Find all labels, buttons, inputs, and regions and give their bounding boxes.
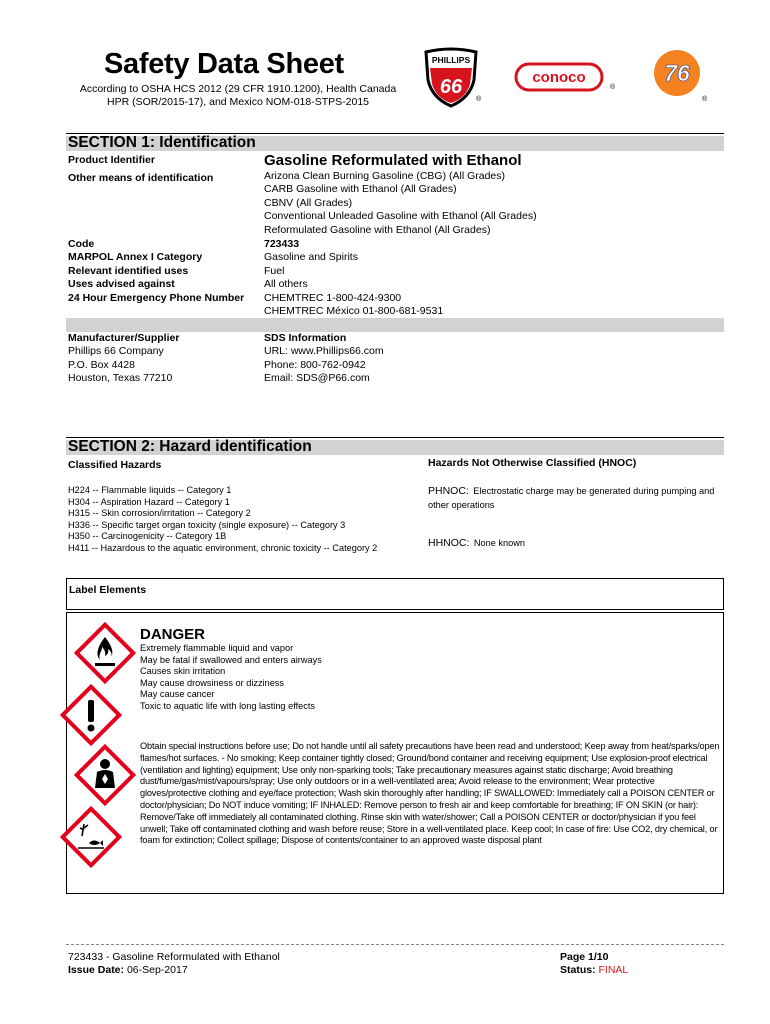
- emergency-phone-label: 24 Hour Emergency Phone Number: [68, 291, 245, 304]
- label-elements-heading: Label Elements: [69, 584, 147, 596]
- other-means-item: Arizona Clean Burning Gasoline (CBG) (All Grades): [264, 170, 506, 182]
- product-identifier-label: Product Identifier: [68, 154, 155, 166]
- manufacturer-label: Manufacturer/Supplier: [68, 332, 180, 344]
- other-means-label: Other means of identification: [68, 172, 214, 184]
- label-elements-header-box: [66, 578, 724, 610]
- registered-mark: ®: [610, 84, 616, 91]
- precautionary-statements: Obtain special instructions before use; Do not handle until all safety precautions have been read and understood; Keep away from heat/sparks/open flames/hot surfaces. - No smoking; Keep container tightly closed; Ground/bond container and receiving equipment; Use explosion-proof electrical (ventilation and lighting) equipment; Use only non-sparking tools; Take precautionary measures against static discharge; Avoid breathing dust/fume/gas/mist/vapours/spray; Use only outdoors or in a well-ventilated area; Avoid release to the environment; Wear protective gloves/protective clothing and eye/face protection; Wash skin thoroughly after handling; IF SWALLOWED: Immediately call a POISON CENTER or doctor/physician; Do NOT induce vomiting; IF INHALED: Remove person to fresh air and keep comfortable for breathing; IF ON SKIN (or hair): Remove/Take off immediately all contaminated clothing. Rinse skin with water/shower; Call a POISON CENTER or doctor/physician if you feel unwell; Take off contaminated clothing and wash before reuse; Store in a well-ventilated place. Keep cool; In case of fire: Use CO2, dry chemical, or foam for extinction; Collect spillage; Dispose of contents/container to an approved waste disposal plant: [140, 741, 720, 846]
- brand76-text: 76: [664, 60, 690, 86]
- phillips66-shield-icon: [420, 46, 482, 108]
- footer-status: [560, 964, 628, 977]
- conoco-logo: [514, 62, 616, 92]
- other-means-item: Conventional Unleaded Gasoline with Ethanol (All Grades): [264, 210, 537, 223]
- footer-doc-line: 723433 - Gasoline Reformulated with Ethanol: [68, 951, 280, 963]
- hazard-statement: Toxic to aquatic life with long lasting effects: [140, 700, 315, 711]
- identification-labels: [68, 238, 244, 305]
- product-identifier-value: Gasoline Reformulated with Ethanol: [264, 152, 522, 169]
- registered-mark: ®: [476, 96, 482, 103]
- health-hazard-pictogram: [74, 744, 136, 806]
- phnoc-label: PHNOC:: [428, 485, 469, 497]
- status-value: FINAL: [598, 964, 629, 976]
- uses-against-value: All others: [264, 278, 308, 291]
- uses-against-label: Uses advised against: [68, 278, 175, 291]
- hazard-class-item: H224 -- Flammable liquids -- Category 1: [68, 485, 232, 495]
- health-hazard-icon: [74, 744, 136, 806]
- marpol-label: MARPOL Annex I Category: [68, 251, 203, 264]
- sds-url[interactable]: URL: www.Phillips66.com: [264, 345, 384, 358]
- manufacturer-line: Phillips 66 Company: [68, 345, 164, 358]
- phnoc-value: Electrostatic charge may be generated during pumping and other operations: [428, 486, 715, 510]
- hazard-statement: May be fatal if swallowed and enters airways: [140, 654, 322, 665]
- brand76-ball-icon: [652, 48, 702, 98]
- hhnoc-label: HHNOC:: [428, 537, 470, 549]
- flame-icon: [74, 622, 136, 684]
- relevant-uses-label: Relevant identified uses: [68, 264, 189, 277]
- page-label: Page: [560, 951, 586, 963]
- signal-word: DANGER: [140, 626, 206, 643]
- emergency-phone-value: CHEMTREC 1-800-424-9300: [264, 291, 402, 304]
- status-label: Status:: [560, 964, 596, 976]
- issue-date-label: Issue Date:: [68, 964, 125, 976]
- hhnoc-block: [428, 533, 724, 551]
- relevant-uses-value: Fuel: [264, 264, 285, 277]
- phnoc-block: [428, 484, 724, 511]
- other-means-item: CARB Gasoline with Ethanol (All Grades): [264, 183, 457, 196]
- classified-hazards-list: [68, 485, 377, 555]
- hazard-class-item: H411 -- Hazardous to the aquatic environment, chronic toxicity -- Category 2: [68, 542, 378, 553]
- hazard-class-item: H336 -- Specific target organ toxicity (single exposure) -- Category 3: [68, 519, 346, 530]
- brand76-logo: [652, 48, 708, 103]
- page-value: 1/10: [588, 951, 609, 963]
- sds-phone: Phone: 800-762-0942: [264, 358, 366, 371]
- marpol-value: Gasoline and Spirits: [264, 251, 358, 264]
- hazard-statement: May cause drowsiness or dizziness: [140, 677, 284, 688]
- manufacturer-line: Houston, Texas 77210: [68, 372, 173, 385]
- hnoc-label: Hazards Not Otherwise Classified (HNOC): [428, 457, 637, 469]
- manufacturer-line: P.O. Box 4428: [68, 358, 135, 371]
- document-title: Safety Data Sheet: [104, 48, 344, 80]
- identification-values: [264, 238, 443, 318]
- conoco-logo-icon: [514, 62, 606, 92]
- footer-separator: [66, 944, 724, 945]
- phillips-top-text: PHILLIPS: [431, 55, 471, 65]
- hazard-statement: Causes skin irritation: [140, 666, 226, 677]
- other-means-item: CBNV (All Grades): [264, 196, 353, 209]
- hazard-class-item: H304 -- Aspiration Hazard -- Category 1: [68, 496, 230, 507]
- exclamation-pictogram: [60, 684, 122, 746]
- sds-info-block: [264, 332, 384, 386]
- classified-hazards-label: Classified Hazards: [68, 459, 162, 471]
- environment-pictogram: [60, 806, 122, 868]
- hhnoc-value: None known: [473, 538, 525, 548]
- code-value: 723433: [264, 238, 300, 250]
- registered-mark: ®: [702, 96, 708, 103]
- issue-date-value: 06-Sep-2017: [126, 964, 188, 976]
- phillips-number-text: 66: [439, 76, 463, 98]
- section1-divider-bar: [66, 318, 724, 332]
- environment-icon: [60, 806, 122, 868]
- exclamation-mark-icon: [60, 684, 122, 746]
- hazard-statements-list: [140, 643, 322, 713]
- emergency-phone-mexico-value: CHEMTREC México 01-800-681-9531: [264, 305, 444, 318]
- sds-email[interactable]: Email: SDS@P66.com: [264, 372, 370, 385]
- phillips66-logo: [420, 46, 482, 108]
- hazard-statement: May cause cancer: [140, 689, 215, 700]
- hazard-statement: Extremely flammable liquid and vapor: [140, 643, 294, 653]
- hazard-class-item: H350 -- Carcinogenicity -- Category 1B: [68, 531, 227, 542]
- other-means-item: Reformulated Gasoline with Ethanol (All Grades): [264, 223, 491, 236]
- other-means-list: [264, 170, 537, 237]
- section1-heading: SECTION 1: Identification: [68, 134, 256, 151]
- footer-page: [560, 951, 608, 964]
- code-label: Code: [68, 238, 95, 250]
- document-subtitle: According to OSHA HCS 2012 (29 CFR 1910.1200), Health Canada HPR (SOR/2015-17), and Mexico NOM-018-STPS-2015: [79, 83, 397, 108]
- flame-pictogram: [74, 622, 136, 684]
- section2-heading: SECTION 2: Hazard identification: [68, 438, 312, 455]
- manufacturer-block: [68, 332, 179, 386]
- conoco-text: conoco: [532, 69, 586, 86]
- sds-info-label: SDS Information: [264, 332, 347, 344]
- footer-issue-date: [68, 964, 188, 977]
- hazard-class-item: H315 -- Skin corrosion/irritation -- Category 2: [68, 508, 251, 519]
